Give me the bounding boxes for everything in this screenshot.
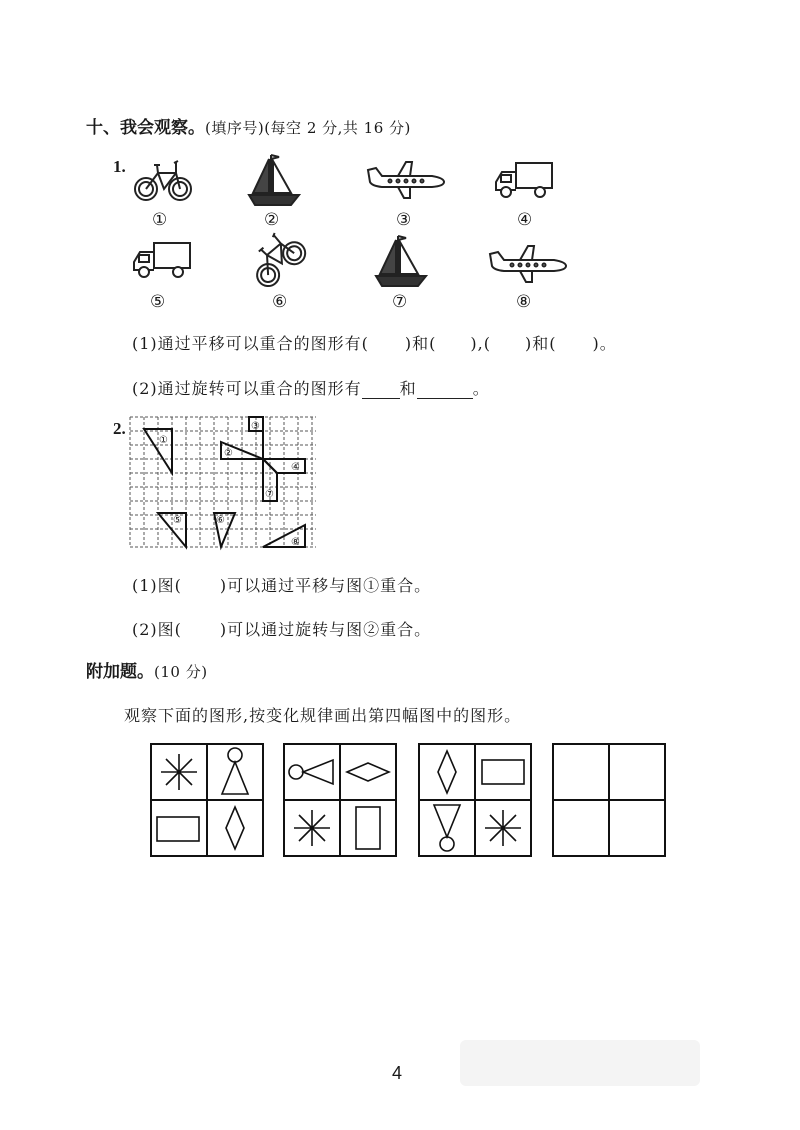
picture-label: ⑤ <box>150 292 166 312</box>
section-title <box>86 113 411 138</box>
picture-label: ④ <box>517 210 533 230</box>
bonus-instruction: 观察下面的图形,按变化规律画出第四幅图中的图形。 <box>124 706 522 725</box>
grid-label: ⑤ <box>173 515 182 526</box>
question-2-number: 2. <box>113 419 126 438</box>
pattern-panel-1 <box>150 743 264 857</box>
star-burst-shape <box>161 754 197 790</box>
picture-label: ① <box>152 210 168 230</box>
answer-blank[interactable] <box>362 379 400 399</box>
bicycle-icon <box>247 232 305 284</box>
picture-label: ⑧ <box>516 292 532 312</box>
diamond-shape <box>347 763 389 781</box>
star-burst-shape <box>294 810 330 846</box>
q2-part1: (1)图( )可以通过平移与图①重合。 <box>132 576 432 595</box>
page-number: 4 <box>392 1063 403 1083</box>
pattern-panel-3 <box>418 743 532 857</box>
pattern-panel-4-empty[interactable] <box>552 743 666 857</box>
triangle-shape <box>434 805 460 837</box>
diamond-shape <box>226 807 244 849</box>
transformation-grid <box>130 417 318 551</box>
bicycle-icon <box>134 155 192 205</box>
rectangle-shape <box>157 817 199 841</box>
grid-label: ⑥ <box>216 515 225 526</box>
rectangle-shape <box>482 760 524 784</box>
scan-smudge <box>460 1040 700 1086</box>
grid-label: ③ <box>251 421 260 432</box>
grid-label: ① <box>159 435 168 446</box>
grid-label: ⑧ <box>291 537 300 548</box>
section-score-note: (填序号)(每空 2 分,共 16 分) <box>205 119 411 137</box>
triangle-shape <box>303 760 333 784</box>
grid-label: ④ <box>291 462 300 473</box>
grid-label: ② <box>224 448 233 459</box>
picture-label: ⑦ <box>392 292 408 312</box>
airplane-icon <box>486 244 568 284</box>
pattern-panel-2 <box>283 743 397 857</box>
answer-blank[interactable] <box>417 379 473 399</box>
picture-label: ③ <box>396 210 412 230</box>
q1-part1: (1)通过平移可以重合的图形有( )和( ),( )和( )。 <box>132 334 617 353</box>
picture-label: ⑥ <box>272 292 288 312</box>
q1-part2: (2)通过旋转可以重合的图形有 和 。 <box>132 379 490 398</box>
truck-icon <box>492 160 556 200</box>
triangle-shape <box>222 762 248 794</box>
truck-icon <box>130 240 194 280</box>
question-1-number: 1. <box>113 157 126 176</box>
airplane-icon <box>364 160 446 200</box>
star-burst-shape <box>485 810 521 846</box>
picture-label: ② <box>264 210 280 230</box>
sailboat-icon <box>245 153 303 207</box>
grid-label: ⑦ <box>265 489 274 500</box>
diamond-shape <box>438 751 456 793</box>
section-title-text: 十、我会观察。 <box>86 118 205 138</box>
bonus-title: 附加题。(10 分) <box>86 662 208 682</box>
q2-part2: (2)图( )可以通过旋转与图②重合。 <box>132 620 432 639</box>
rectangle-shape <box>356 807 380 849</box>
sailboat-icon <box>372 234 430 288</box>
